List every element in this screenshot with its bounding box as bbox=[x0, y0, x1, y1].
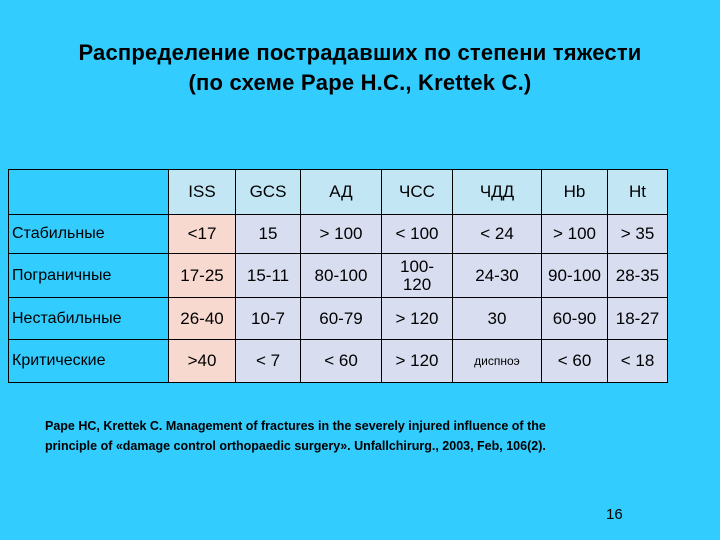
header-chdd: ЧДД bbox=[453, 170, 542, 215]
cell-ad: > 100 bbox=[301, 215, 382, 254]
row-label-stable: Стабильные bbox=[9, 215, 169, 254]
cell-chdd: 30 bbox=[453, 298, 542, 340]
header-hb: Hb bbox=[542, 170, 608, 215]
reference-line-2: principle of «damage control orthopaedic surgery». Unfallchirurg., 2003, Feb, 106(2). bbox=[45, 439, 546, 453]
header-gcs: GCS bbox=[236, 170, 301, 215]
header-ht: Ht bbox=[608, 170, 668, 215]
header-chss: ЧСС bbox=[382, 170, 453, 215]
table-header-row bbox=[9, 170, 668, 215]
title-line-2: (по схеме Pape H.C., Krettek C.) bbox=[188, 70, 532, 95]
cell-hb: > 100 bbox=[542, 215, 608, 254]
cell-ht: 18-27 bbox=[608, 298, 668, 340]
cell-iss: 26-40 bbox=[169, 298, 236, 340]
cell-chss-line-1: 100- bbox=[399, 256, 435, 276]
cell-hb: 90-100 bbox=[542, 254, 608, 298]
cell-gcs: 15 bbox=[236, 215, 301, 254]
cell-chdd: диспноэ bbox=[453, 340, 542, 383]
row-label-unstable: Нестабильные bbox=[9, 298, 169, 340]
page-number: 16 bbox=[606, 506, 623, 523]
header-ad: АД bbox=[301, 170, 382, 215]
cell-ht: 28-35 bbox=[608, 254, 668, 298]
cell-hb: < 60 bbox=[542, 340, 608, 383]
row-label-critical: Критические bbox=[9, 340, 169, 383]
reference-citation bbox=[45, 416, 685, 456]
table-row bbox=[9, 254, 668, 298]
cell-chss bbox=[382, 254, 453, 298]
cell-hb: 60-90 bbox=[542, 298, 608, 340]
cell-gcs: 10-7 bbox=[236, 298, 301, 340]
cell-chss: < 100 bbox=[382, 215, 453, 254]
cell-gcs: < 7 bbox=[236, 340, 301, 383]
table-row bbox=[9, 340, 668, 383]
cell-iss: 17-25 bbox=[169, 254, 236, 298]
cell-chdd: 24-30 bbox=[453, 254, 542, 298]
cell-iss: <17 bbox=[169, 215, 236, 254]
cell-ad: 60-79 bbox=[301, 298, 382, 340]
title-line-1: Распределение пострадавших по степени тяжести bbox=[78, 40, 642, 65]
cell-chdd: < 24 bbox=[453, 215, 542, 254]
table-row bbox=[9, 215, 668, 254]
table-row bbox=[9, 298, 668, 340]
slide-title bbox=[0, 38, 720, 98]
cell-iss: >40 bbox=[169, 340, 236, 383]
reference-line-1: Pape HC, Krettek C. Management of fractures in the severely injured influence of the bbox=[45, 419, 546, 433]
cell-chss: > 120 bbox=[382, 340, 453, 383]
header-iss: ISS bbox=[169, 170, 236, 215]
cell-ht: > 35 bbox=[608, 215, 668, 254]
header-empty-cell bbox=[9, 170, 169, 215]
cell-chss: > 120 bbox=[382, 298, 453, 340]
cell-gcs: 15-11 bbox=[236, 254, 301, 298]
severity-table bbox=[8, 169, 668, 383]
cell-chss-line-2: 120 bbox=[402, 274, 432, 294]
cell-ht: < 18 bbox=[608, 340, 668, 383]
cell-ad: 80-100 bbox=[301, 254, 382, 298]
row-label-borderline: Пограничные bbox=[9, 254, 169, 298]
cell-ad: < 60 bbox=[301, 340, 382, 383]
